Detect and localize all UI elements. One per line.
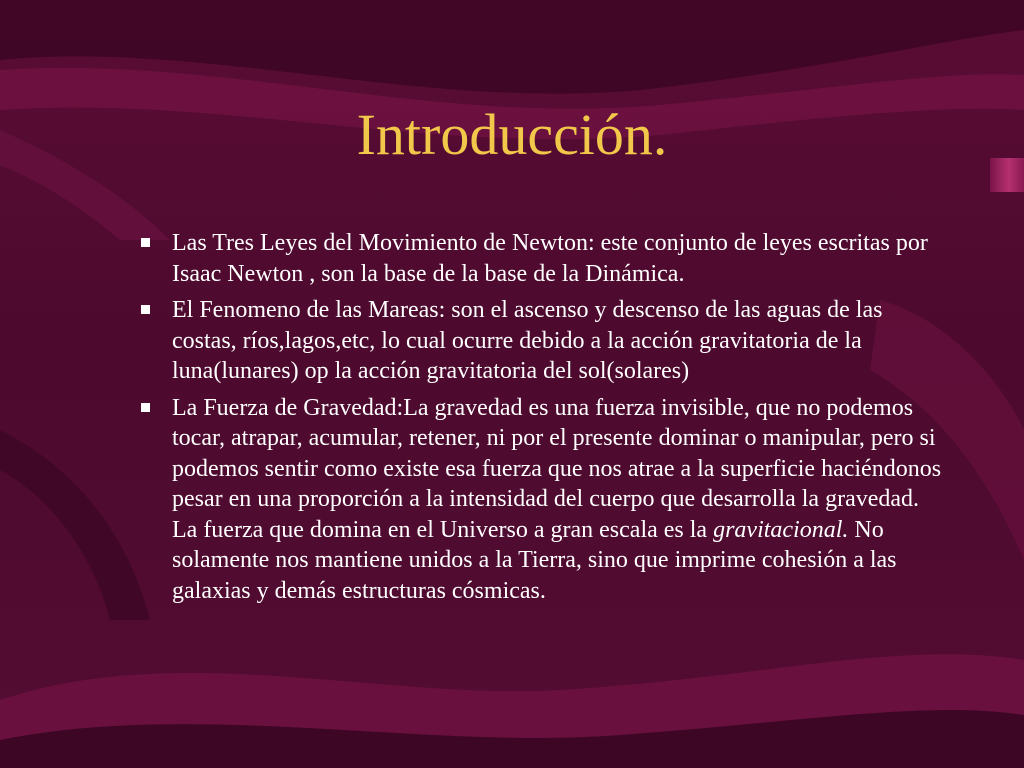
square-bullet-icon (141, 305, 150, 314)
bullet-text-end: No solamente nos mantiene unidos a la Tierra, sino que imprime cohesión a las galaxias y demás estructuras cósmicas. (172, 516, 897, 604)
slide-title: Introducción. (356, 102, 668, 167)
list-item (138, 393, 948, 607)
square-bullet-icon (141, 238, 150, 247)
bullet-text: Las Tres Leyes del Movimiento de Newton: este conjunto de leyes escritas por Isaac Newton , son la base de la base de la Dinámica. (172, 230, 928, 287)
bullet-text-start: La Fuerza de Gravedad:La gravedad es una fuerza invisible, que no podemos tocar, atrapar, acumular, retener, ni por el presente dominar o manipular, pero si podemos sentir como existe esa fuerza que nos atrae a la superficie haciéndonos pesar en una proporción a la intensidad del cuerpo que desarrolla la gravedad. La fuerza que domina en el Universo a gran escala es la (172, 394, 942, 543)
mid-left-wave (0, 430, 150, 620)
list-item (138, 228, 948, 289)
square-bullet-icon (141, 403, 150, 412)
list-item (138, 295, 948, 387)
bullet-text-italic: gravitacional. (713, 516, 849, 543)
bullet-text: El Fenomeno de las Mareas: son el ascenso y descenso de las aguas de las costas, ríos,lagos,etc, lo cual ocurre debido a la acción gravitatoria de la luna(lunares) op la acción gravitatoria del sol(solares) (172, 297, 883, 384)
bullet-list (138, 228, 948, 612)
bullet-text (172, 393, 948, 607)
